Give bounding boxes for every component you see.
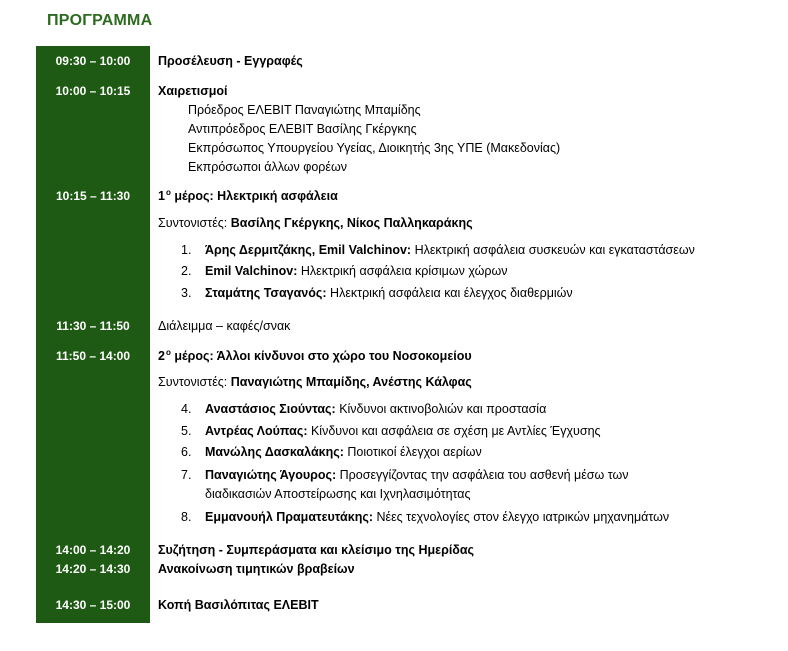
part-title: μέρος: Άλλοι κίνδυνοι στο χώρο του Νοσοκομείου [170, 349, 472, 363]
talk-7 [205, 466, 629, 484]
coordinators-names: Παναγιώτης Μπαμίδης, Ανέστης Κάλφας [230, 375, 472, 389]
talk-4 [205, 400, 546, 418]
talk-topic: Ηλεκτρική ασφάλεια συσκευών και εγκαταστάσεων [411, 243, 695, 257]
talk-topic: Κίνδυνοι και ασφάλεια σε σχέση με Αντλίες Έγχυσης [307, 424, 601, 438]
greeting-line-1: Πρόεδρος ΕΛΕΒΙΤ Παναγιώτης Μπαμίδης [188, 103, 421, 117]
session-5-title [158, 347, 472, 367]
talk-topic: Προσεγγίζοντας την ασφάλεια του ασθενή μέσω των [336, 468, 629, 482]
talk-5 [205, 422, 601, 440]
part-title: μέρος: Ηλεκτρική ασφάλεια [170, 189, 338, 203]
talk-number: 3. [181, 286, 192, 300]
talk-1 [205, 241, 695, 259]
talk-3 [205, 284, 573, 302]
coordinators-names: Βασίλης Γκέργκης, Νίκος Παλληκαράκης [230, 216, 473, 230]
session-4-title: Διάλειμμα – καφές/σνακ [158, 319, 291, 333]
greeting-line-2: Αντιπρόεδρος ΕΛΕΒΙΤ Βασίλης Γκέργκης [188, 122, 417, 136]
part-number: 2 [158, 349, 165, 363]
talk-number: 5. [181, 424, 192, 438]
session-6-title: Συζήτηση - Συμπεράσματα και κλείσιμο της Ημερίδας [158, 543, 475, 557]
talk-2 [205, 262, 507, 280]
part-number: 1 [158, 189, 165, 203]
talk-number: 1. [181, 243, 192, 257]
talk-number: 6. [181, 445, 192, 459]
talk-speaker: Άρης Δερμιτζάκης, Emil Valchinov: [205, 243, 412, 257]
time-slot-8: 14:30 – 15:00 [55, 598, 131, 612]
talk-speaker: Emil Valchinov: [205, 264, 298, 278]
coordinators-2 [158, 373, 472, 391]
greeting-line-3: Εκπρόσωπος Υπουργείου Υγείας, Διοικητής 3ης ΥΠΕ (Μακεδονίας) [188, 141, 561, 155]
time-slot-7: 14:20 – 14:30 [55, 562, 131, 576]
talk-speaker: Μανώλης Δασκαλάκης: [205, 445, 344, 459]
session-1-title: Προσέλευση - Εγγραφές [158, 54, 303, 68]
time-slot-6: 14:00 – 14:20 [55, 543, 131, 557]
coordinators-label: Συντονιστές: [158, 375, 231, 389]
talk-topic: Νέες τεχνολογίες στον έλεγχο ιατρικών μηχανημάτων [373, 510, 670, 524]
talk-topic: Ποιοτικοί έλεγχοι αερίων [343, 445, 482, 459]
talk-number: 7. [181, 468, 192, 482]
time-slot-4: 11:30 – 11:50 [56, 319, 130, 333]
ordinal-superscript: ο [165, 348, 171, 357]
time-slot-3: 10:15 – 11:30 [55, 189, 131, 203]
coordinators-1 [158, 214, 473, 232]
talk-speaker: Αναστάσιος Σιούντας: [205, 402, 336, 416]
session-3-title [158, 187, 338, 207]
talk-number: 2. [181, 264, 192, 278]
session-8-title: Κοπή Βασιλόπιτας ΕΛΕΒΙΤ [158, 598, 319, 612]
time-slot-1: 09:30 – 10:00 [55, 54, 131, 68]
time-slot-5: 11:50 – 14:00 [55, 349, 131, 363]
greeting-line-4: Εκπρόσωποι άλλων φορέων [188, 160, 347, 174]
talk-number: 8. [181, 510, 192, 524]
coordinators-label: Συντονιστές: [158, 216, 231, 230]
talk-topic: Κίνδυνοι ακτινοβολιών και προστασία [335, 402, 547, 416]
talk-topic: Ηλεκτρική ασφάλεια κρίσιμων χώρων [297, 264, 508, 278]
talk-speaker: Σταμάτης Τσαγανός: [205, 286, 327, 300]
session-7-title: Ανακοίνωση τιμητικών βραβείων [158, 562, 355, 576]
talk-8 [205, 508, 669, 526]
time-slot-2: 10:00 – 10:15 [55, 84, 131, 98]
talk-7-continued: διαδικασιών Αποστείρωσης και Ιχνηλασιμότητας [205, 487, 471, 501]
talk-6 [205, 443, 482, 461]
talk-speaker: Παναγιώτης Άγουρος: [205, 468, 337, 482]
talk-number: 4. [181, 402, 192, 416]
session-2-title: Χαιρετισμοί [158, 84, 228, 98]
talk-speaker: Εμμανουήλ Πραματευτάκης: [205, 510, 373, 524]
talk-speaker: Αντρέας Λούπας: [205, 424, 308, 438]
ordinal-superscript: ο [165, 188, 171, 197]
talk-topic: Ηλεκτρική ασφάλεια και έλεγχος διαθερμιών [326, 286, 573, 300]
page-title: ΠΡΟΓΡΑΜΜΑ [47, 12, 153, 29]
